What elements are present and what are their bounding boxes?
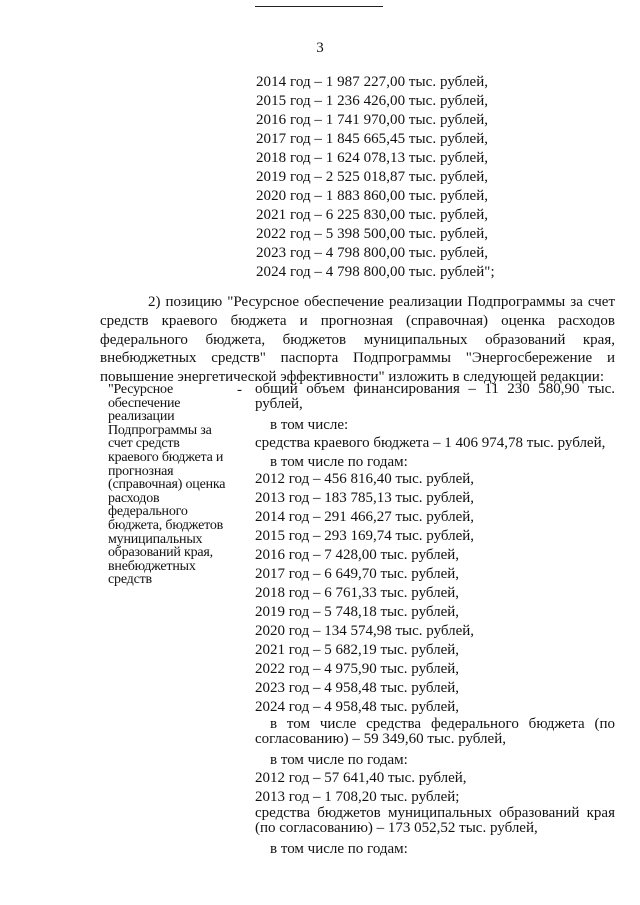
regional-year-line: 2021 год – 5 682,19 тыс. рублей,: [255, 642, 460, 658]
year-line: 2018 год – 1 624 078,13 тыс. рублей,: [256, 150, 489, 166]
regional-year-line: 2015 год – 293 169,74 тыс. рублей,: [255, 528, 475, 544]
federal-year-line: 2012 год – 57 641,40 тыс. рублей,: [255, 770, 467, 786]
top-rule: [255, 6, 383, 7]
by-years-label: в том числе по годам:: [270, 841, 408, 857]
municipal-budget: средства бюджетов муниципальных образований края (по согласованию) – 173 052,52 тыс. рублей,: [255, 805, 615, 836]
table-left-label: "Ресурсное обеспечение реализации Подпрограммы за счет средств краевого бюджета и прогнозная (справочная) оценка расходов федерального бюджета, бюджетов муниципальных образований края, внебюджетных средств: [108, 382, 226, 588]
page-number: 3: [316, 40, 324, 56]
year-line: 2021 год – 6 225 830,00 тыс. рублей,: [256, 207, 489, 223]
federal-budget: в том числе средства федерального бюджета (по согласованию) – 59 349,60 тыс. рублей,: [255, 716, 615, 747]
amendment-paragraph: [100, 293, 615, 387]
regional-year-line: 2019 год – 5 748,18 тыс. рублей,: [255, 604, 460, 620]
regional-budget: средства краевого бюджета – 1 406 974,78 тыс. рублей,: [255, 435, 606, 451]
year-line: 2016 год – 1 741 970,00 тыс. рублей,: [256, 112, 489, 128]
year-line: 2022 год – 5 398 500,00 тыс. рублей,: [256, 226, 489, 242]
federal-year-line: 2013 год – 1 708,20 тыс. рублей;: [255, 789, 460, 805]
including-label: в том числе:: [270, 417, 349, 433]
regional-year-line: 2020 год – 134 574,98 тыс. рублей,: [255, 623, 475, 639]
year-line: 2020 год – 1 883 860,00 тыс. рублей,: [256, 188, 489, 204]
regional-year-line: 2017 год – 6 649,70 тыс. рублей,: [255, 566, 460, 582]
year-line: 2017 год – 1 845 665,45 тыс. рублей,: [256, 131, 489, 147]
year-line: 2015 год – 1 236 426,00 тыс. рублей,: [256, 93, 489, 109]
regional-year-line: 2022 год – 4 975,90 тыс. рублей,: [255, 661, 460, 677]
by-years-label: в том числе по годам:: [270, 752, 408, 768]
paragraph-text: 2) позицию "Ресурсное обеспечение реализации Подпрограммы за счет средств краевого бюджета и прогнозная (справочная) оценка расходов федерального бюджета, бюджетов муниципальных образований края, внебюджетных средств" паспорта Подпрограммы "Энергосбережение и повышение энергетической эффективности" изложить в следующей редакции:: [100, 294, 615, 386]
year-line: 2014 год – 1 987 227,00 тыс. рублей,: [256, 74, 489, 90]
total-financing: общий объем финансирования – 11 230 580,90 тыс. рублей,: [255, 381, 615, 412]
regional-year-line: 2024 год – 4 958,48 тыс. рублей,: [255, 699, 460, 715]
regional-year-line: 2013 год – 183 785,13 тыс. рублей,: [255, 490, 475, 506]
year-line: 2019 год – 2 525 018,87 тыс. рублей,: [256, 169, 489, 185]
table-dash: -: [237, 382, 242, 398]
regional-year-line: 2012 год – 456 816,40 тыс. рублей,: [255, 471, 475, 487]
year-line: 2024 год – 4 798 800,00 тыс. рублей";: [256, 264, 495, 280]
by-years-label: в том числе по годам:: [270, 454, 408, 470]
regional-year-line: 2016 год – 7 428,00 тыс. рублей,: [255, 547, 460, 563]
regional-year-line: 2014 год – 291 466,27 тыс. рублей,: [255, 509, 475, 525]
regional-year-line: 2018 год – 6 761,33 тыс. рублей,: [255, 585, 460, 601]
regional-year-line: 2023 год – 4 958,48 тыс. рублей,: [255, 680, 460, 696]
year-line: 2023 год – 4 798 800,00 тыс. рублей,: [256, 245, 489, 261]
